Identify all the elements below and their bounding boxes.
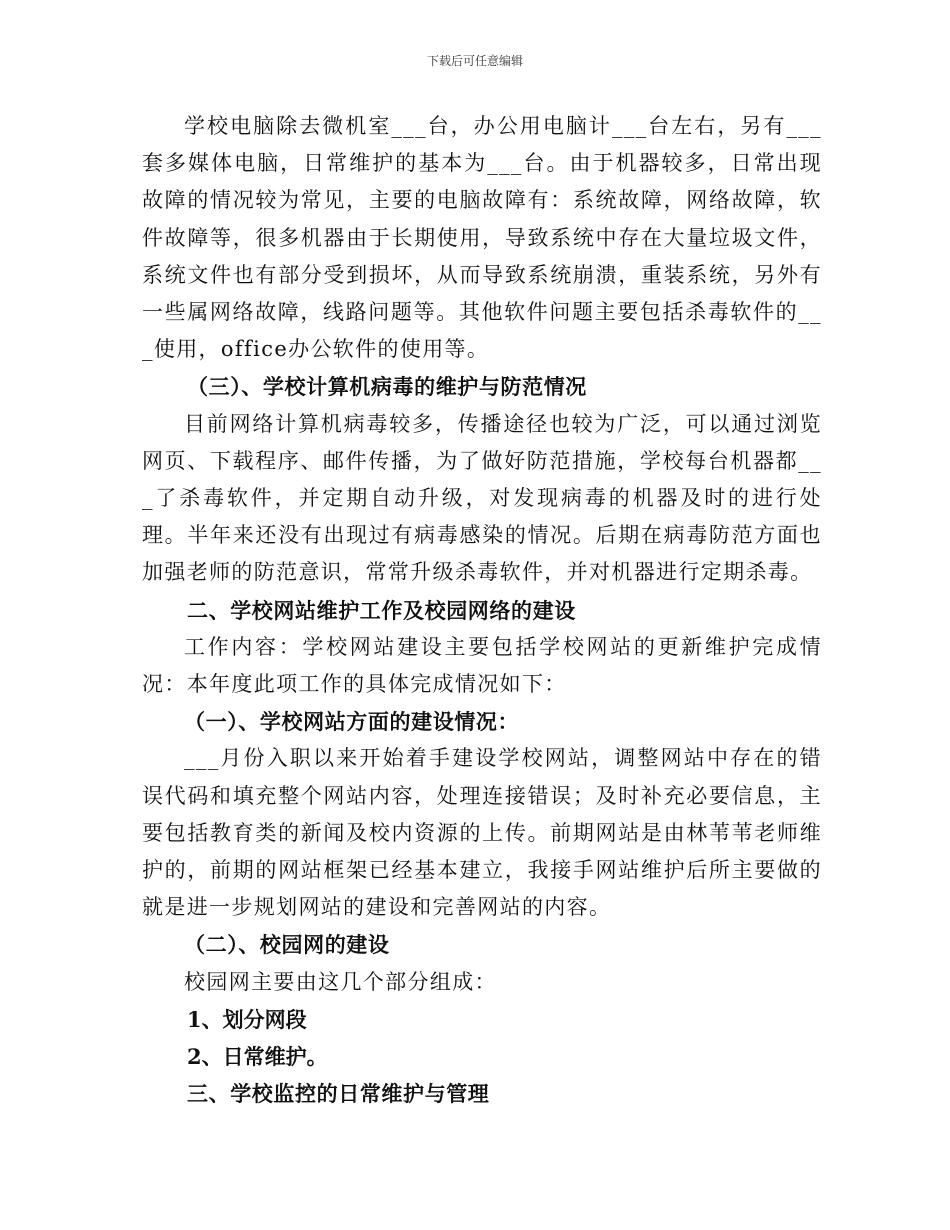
list-item-network-segments: 1、划分网段 [187,1006,307,1032]
list-item-daily-maintenance: 2、日常维护。 [187,1044,328,1070]
paragraph-work-content: 工作内容：学校网站建设主要包括学校网站的更新维护完成情况：本年度此项工作的具体完成情况如下： [142,634,822,697]
heading-virus-prevention: （三）、学校计算机病毒的维护与防范情况 [187,374,587,400]
paragraph-campus-network: 校园网主要由这几个部分组成： [184,969,497,994]
heading-monitoring-maintenance: 三、学校监控的日常维护与管理 [187,1081,490,1107]
heading-website-maintenance: 二、学校网站维护工作及校园网络的建设 [187,597,576,623]
page-header: 下载后可任意编辑 [426,54,523,68]
document-body [142,108,822,1112]
heading-campus-network: （二）、校园网的建设 [184,932,390,958]
paragraph-website-construction: ___月份入职以来开始着手建设学校网站，调整网站中存在的错误代码和填充整个网站内容，处理连接错误；及时补充必要信息，主要包括教育类的新闻及校内资源的上传。前期网站是由林苇苇老师维护的，前期的网站框架已经基本建立，我接手网站维护后所主要做的就是进一步规划网站的建设和完善网站的内容。 [142,746,822,920]
paragraph-virus-prevention: 目前网络计算机病毒较多，传播途径也较为广泛，可以通过浏览网页、下载程序、邮件传播，为了做好防范措施，学校每台机器都___了杀毒软件，并定期自动升级，对发现病毒的机器及时的进行处理。半年来还没有出现过有病毒感染的情况。后期在病毒防范方面也加强老师的防范意识，常常升级杀毒软件，并对机器进行定期杀毒。 [142,411,822,585]
heading-website-construction: （一）、学校网站方面的建设情况： [184,709,520,735]
paragraph-computer-maintenance: 学校电脑除去微机室___台，办公用电脑计___台左右，另有___套多媒体电脑，日常维护的基本为___台。由于机器较多，日常出现故障的情况较为常见，主要的电脑故障有：系统故障，网络故障，软件故障等，很多机器由于长期使用，导致系统中存在大量垃圾文件，系统文件也有部分受到损坏，从而导致系统崩溃，重装系统，另外有一些属网络故障，线路问题等。其他软件问题主要包括杀毒软件的___使用，office办公软件的使用等。 [142,114,822,362]
